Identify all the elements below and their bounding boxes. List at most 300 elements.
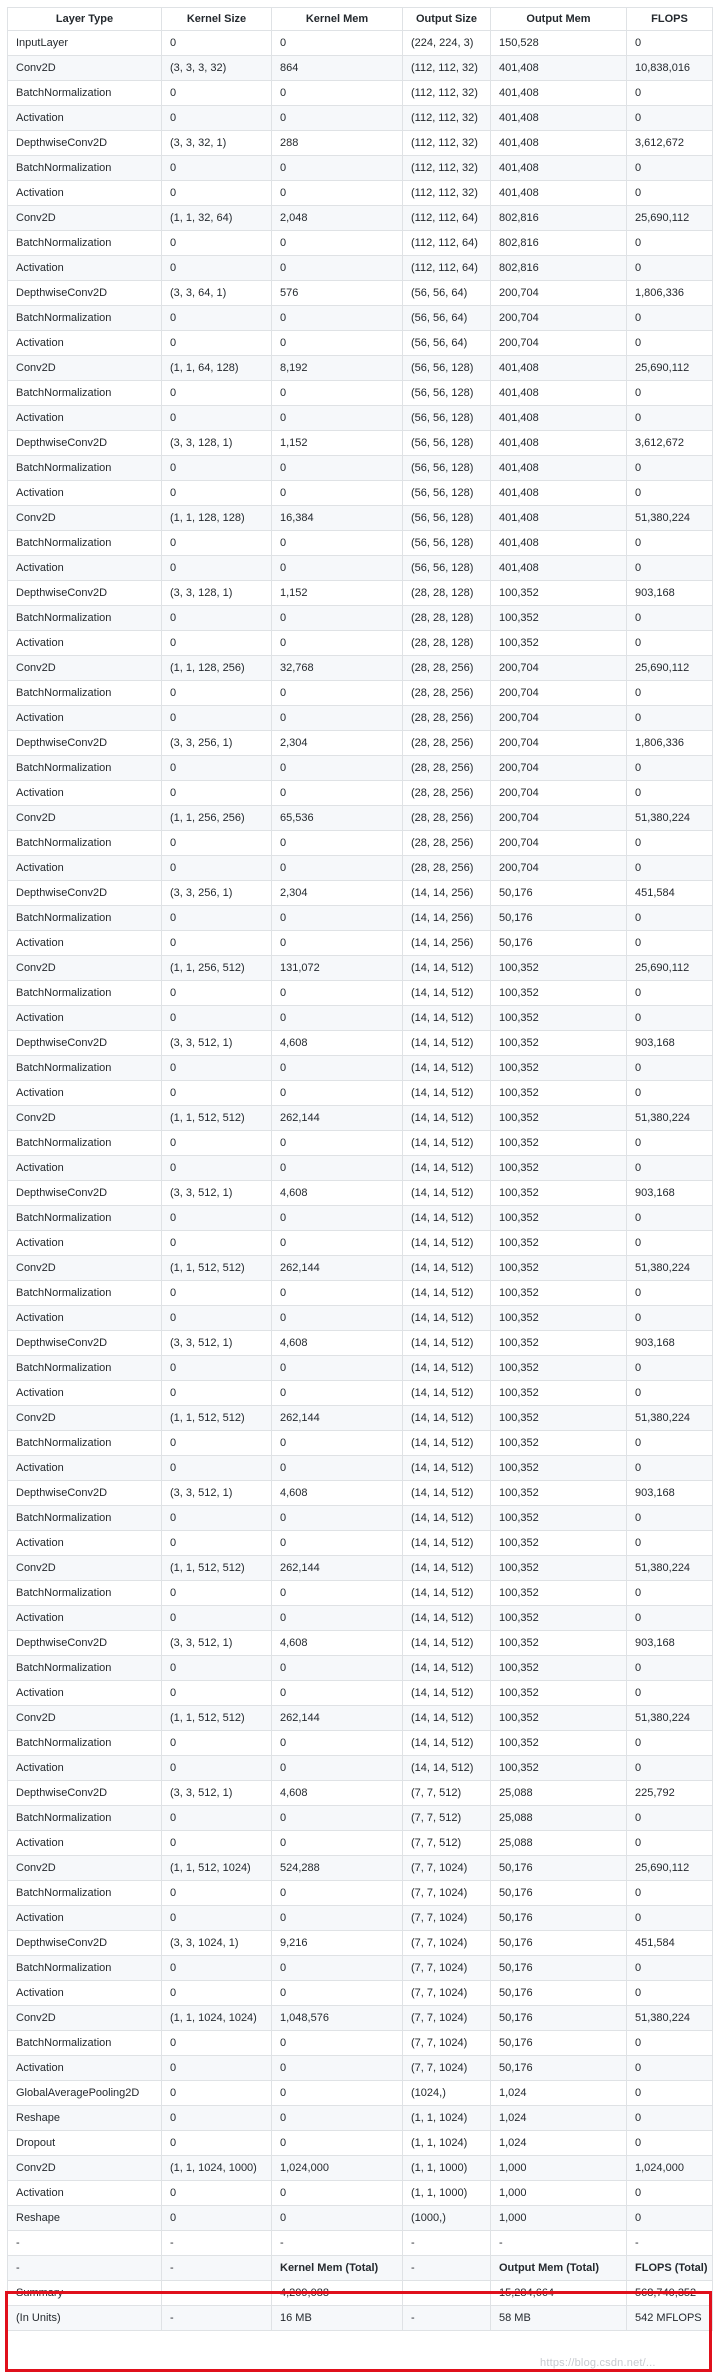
kernel-size-cell: (1, 1, 1024, 1000) <box>162 2156 272 2181</box>
kernel-mem-cell: 0 <box>272 106 403 131</box>
flops-cell: 1,806,336 <box>627 281 713 306</box>
flops-cell: 25,690,112 <box>627 356 713 381</box>
table-row <box>8 1006 713 1031</box>
flops-cell: 0 <box>627 1906 713 1931</box>
flops-cell: 0 <box>627 981 713 1006</box>
table-row <box>8 2106 713 2131</box>
output-size-cell: (7, 7, 1024) <box>403 1931 491 1956</box>
kernel-mem-cell: 0 <box>272 331 403 356</box>
kernel-mem-cell: 8,192 <box>272 356 403 381</box>
output-size-cell: (1, 1, 1024) <box>403 2106 491 2131</box>
flops-cell: 0 <box>627 1081 713 1106</box>
output-mem-cell: 200,704 <box>491 856 627 881</box>
flops-cell: 0 <box>627 1531 713 1556</box>
output-size-cell: (7, 7, 1024) <box>403 2056 491 2081</box>
flops-cell: 903,168 <box>627 1181 713 1206</box>
table-row <box>8 331 713 356</box>
kernel-size-cell: (3, 3, 512, 1) <box>162 1331 272 1356</box>
output-mem-cell: 200,704 <box>491 656 627 681</box>
layer-type-cell: BatchNormalization <box>8 1206 162 1231</box>
output-size-cell: (28, 28, 256) <box>403 656 491 681</box>
flops-cell: 0 <box>627 256 713 281</box>
output-size-cell: (112, 112, 64) <box>403 231 491 256</box>
layer-type-cell: Activation <box>8 256 162 281</box>
output-size-cell: (56, 56, 64) <box>403 306 491 331</box>
output-mem-cell: 100,352 <box>491 1056 627 1081</box>
output-mem-cell: 100,352 <box>491 1181 627 1206</box>
output-size-cell: (28, 28, 256) <box>403 756 491 781</box>
flops-cell: 0 <box>627 1756 713 1781</box>
table-body <box>8 31 713 2331</box>
kernel-mem-cell: 0 <box>272 1306 403 1331</box>
output-mem-cell: 401,408 <box>491 181 627 206</box>
table-row <box>8 1581 713 1606</box>
kernel-size-cell: (1, 1, 512, 1024) <box>162 1856 272 1881</box>
flops-cell: 0 <box>627 1881 713 1906</box>
output-mem-cell: 401,408 <box>491 556 627 581</box>
flops-cell: 0 <box>627 106 713 131</box>
flops-cell: 0 <box>627 406 713 431</box>
output-size-cell: (56, 56, 128) <box>403 531 491 556</box>
kernel-size-cell: 0 <box>162 631 272 656</box>
table-header-row <box>8 8 713 31</box>
table-row <box>8 131 713 156</box>
layer-type-cell: Activation <box>8 1306 162 1331</box>
kernel-size-cell: (3, 3, 3, 32) <box>162 56 272 81</box>
layer-type-cell: Conv2D <box>8 956 162 981</box>
output-size-cell: (28, 28, 256) <box>403 706 491 731</box>
layer-type-cell: Activation <box>8 2056 162 2081</box>
kernel-size-cell: 0 <box>162 1356 272 1381</box>
kernel-mem-cell: 0 <box>272 1531 403 1556</box>
output-size-cell: (14, 14, 512) <box>403 1081 491 1106</box>
flops-cell: 0 <box>627 781 713 806</box>
layer-type-cell: BatchNormalization <box>8 1131 162 1156</box>
layer-stats-table-container <box>7 7 712 2331</box>
output-mem-cell: 100,352 <box>491 1631 627 1656</box>
kernel-size-cell: 0 <box>162 756 272 781</box>
kernel-size-cell: 0 <box>162 2056 272 2081</box>
table-row <box>8 606 713 631</box>
table-row <box>8 206 713 231</box>
kernel-size-cell: 0 <box>162 1156 272 1181</box>
flops-cell: 903,168 <box>627 1331 713 1356</box>
flops-cell: 0 <box>627 931 713 956</box>
table-row <box>8 1381 713 1406</box>
layer-type-cell: Activation <box>8 556 162 581</box>
output-mem-cell: 50,176 <box>491 2056 627 2081</box>
output-mem-cell: 100,352 <box>491 1406 627 1431</box>
layer-type-cell: DepthwiseConv2D <box>8 1031 162 1056</box>
flops-cell: 0 <box>627 1456 713 1481</box>
output-size-cell: (112, 112, 32) <box>403 156 491 181</box>
kernel-size-cell: 0 <box>162 1581 272 1606</box>
kernel-mem-cell: 0 <box>272 906 403 931</box>
layer-type-cell: Activation <box>8 1231 162 1256</box>
table-row <box>8 1056 713 1081</box>
output-mem-cell: 100,352 <box>491 1156 627 1181</box>
kernel-size-cell: 0 <box>162 1081 272 1106</box>
table-row <box>8 731 713 756</box>
kernel-mem-cell: 0 <box>272 2081 403 2106</box>
output-size-cell: (14, 14, 512) <box>403 1406 491 1431</box>
kernel-mem-cell: 0 <box>272 1881 403 1906</box>
flops-cell: 0 <box>627 631 713 656</box>
layer-type-cell: Conv2D <box>8 2156 162 2181</box>
output-mem-cell: 200,704 <box>491 281 627 306</box>
layer-type-cell: Summary <box>8 2281 162 2306</box>
output-size-cell: (56, 56, 128) <box>403 356 491 381</box>
table-row <box>8 281 713 306</box>
flops-cell: 0 <box>627 531 713 556</box>
output-size-cell: (7, 7, 512) <box>403 1806 491 1831</box>
output-mem-cell: 100,352 <box>491 1656 627 1681</box>
kernel-size-cell: (1, 1, 256, 512) <box>162 956 272 981</box>
flops-cell: 0 <box>627 231 713 256</box>
kernel-size-cell: 0 <box>162 1006 272 1031</box>
layer-type-cell: BatchNormalization <box>8 1356 162 1381</box>
kernel-mem-cell: 288 <box>272 131 403 156</box>
table-row <box>8 2181 713 2206</box>
output-size-cell: (28, 28, 256) <box>403 681 491 706</box>
layer-type-cell: BatchNormalization <box>8 906 162 931</box>
table-row <box>8 2231 713 2256</box>
kernel-size-cell: 0 <box>162 106 272 131</box>
kernel-size-cell: 0 <box>162 1956 272 1981</box>
kernel-size-cell: 0 <box>162 2031 272 2056</box>
flops-cell: 0 <box>627 1981 713 2006</box>
output-size-cell: (56, 56, 128) <box>403 406 491 431</box>
flops-cell: 0 <box>627 81 713 106</box>
kernel-mem-cell: 0 <box>272 1281 403 1306</box>
output-size-cell: (14, 14, 256) <box>403 881 491 906</box>
output-size-cell: (28, 28, 256) <box>403 731 491 756</box>
layer-type-cell: BatchNormalization <box>8 606 162 631</box>
output-size-cell: (28, 28, 256) <box>403 781 491 806</box>
layer-type-cell: Activation <box>8 1756 162 1781</box>
table-row <box>8 1481 713 1506</box>
layer-type-cell: BatchNormalization <box>8 231 162 256</box>
flops-cell: 0 <box>627 2106 713 2131</box>
layer-type-cell: Conv2D <box>8 506 162 531</box>
flops-cell: 903,168 <box>627 1481 713 1506</box>
output-mem-cell: 50,176 <box>491 1906 627 1931</box>
output-size-cell: (28, 28, 256) <box>403 856 491 881</box>
kernel-size-cell: (1, 1, 128, 128) <box>162 506 272 531</box>
kernel-mem-cell: 576 <box>272 281 403 306</box>
header-kernel-size: Kernel Size <box>162 8 272 31</box>
table-row <box>8 1781 713 1806</box>
table-row <box>8 1081 713 1106</box>
table-row <box>8 1681 713 1706</box>
kernel-size-cell: 0 <box>162 456 272 481</box>
kernel-size-cell: 0 <box>162 1831 272 1856</box>
output-size-cell: (28, 28, 128) <box>403 606 491 631</box>
table-row <box>8 1531 713 1556</box>
output-mem-cell: 50,176 <box>491 2006 627 2031</box>
output-size-cell: (14, 14, 256) <box>403 931 491 956</box>
layer-type-cell: BatchNormalization <box>8 81 162 106</box>
kernel-mem-cell: 0 <box>272 681 403 706</box>
output-mem-cell: 25,088 <box>491 1831 627 1856</box>
table-row <box>8 31 713 56</box>
flops-cell: 0 <box>627 1606 713 1631</box>
output-size-cell: (1000,) <box>403 2206 491 2231</box>
output-size-cell: (1, 1, 1000) <box>403 2156 491 2181</box>
layer-type-cell: BatchNormalization <box>8 156 162 181</box>
kernel-mem-cell: 262,144 <box>272 1256 403 1281</box>
output-size-cell: (14, 14, 512) <box>403 1606 491 1631</box>
kernel-mem-cell: 16,384 <box>272 506 403 531</box>
kernel-size-cell: - <box>162 2306 272 2331</box>
flops-cell: 0 <box>627 2181 713 2206</box>
table-row <box>8 56 713 81</box>
flops-cell: 0 <box>627 1356 713 1381</box>
table-row <box>8 1881 713 1906</box>
output-size-cell: (112, 112, 32) <box>403 81 491 106</box>
layer-type-cell: Conv2D <box>8 206 162 231</box>
kernel-mem-cell: 0 <box>272 2131 403 2156</box>
table-row <box>8 356 713 381</box>
table-row <box>8 1706 713 1731</box>
output-size-cell: - <box>403 2306 491 2331</box>
output-size-cell: (7, 7, 1024) <box>403 1856 491 1881</box>
flops-cell: 0 <box>627 1656 713 1681</box>
table-row <box>8 2056 713 2081</box>
table-row <box>8 1031 713 1056</box>
layer-type-cell: Activation <box>8 2181 162 2206</box>
table-row <box>8 481 713 506</box>
kernel-size-cell: 0 <box>162 1656 272 1681</box>
layer-type-cell: Activation <box>8 1081 162 1106</box>
output-mem-cell: 401,408 <box>491 356 627 381</box>
table-row <box>8 1606 713 1631</box>
flops-cell: 0 <box>627 1681 713 1706</box>
output-size-cell: (14, 14, 512) <box>403 1356 491 1381</box>
output-mem-cell: 50,176 <box>491 1856 627 1881</box>
output-mem-cell: 100,352 <box>491 631 627 656</box>
output-size-cell: (112, 112, 32) <box>403 106 491 131</box>
kernel-mem-cell: 0 <box>272 2031 403 2056</box>
table-row <box>8 431 713 456</box>
table-row <box>8 1756 713 1781</box>
output-size-cell: (7, 7, 1024) <box>403 1906 491 1931</box>
layer-type-cell: Dropout <box>8 2131 162 2156</box>
output-size-cell: (1, 1, 1024) <box>403 2131 491 2156</box>
layer-type-cell: DepthwiseConv2D <box>8 1931 162 1956</box>
output-mem-cell: 50,176 <box>491 2031 627 2056</box>
output-mem-cell: 100,352 <box>491 1356 627 1381</box>
flops-cell: 1,806,336 <box>627 731 713 756</box>
layer-type-cell: BatchNormalization <box>8 1656 162 1681</box>
output-size-cell: (224, 224, 3) <box>403 31 491 56</box>
output-mem-cell: 401,408 <box>491 81 627 106</box>
flops-cell: 51,380,224 <box>627 1706 713 1731</box>
layer-type-cell: BatchNormalization <box>8 456 162 481</box>
kernel-size-cell: 0 <box>162 831 272 856</box>
kernel-mem-cell: 0 <box>272 781 403 806</box>
layer-type-cell: Activation <box>8 931 162 956</box>
table-row <box>8 631 713 656</box>
flops-cell: 51,380,224 <box>627 806 713 831</box>
output-size-cell: (14, 14, 512) <box>403 1206 491 1231</box>
table-row <box>8 1406 713 1431</box>
flops-cell: 3,612,672 <box>627 131 713 156</box>
output-mem-cell: 1,000 <box>491 2156 627 2181</box>
flops-cell: 0 <box>627 1006 713 1031</box>
layer-type-cell: DepthwiseConv2D <box>8 581 162 606</box>
table-row <box>8 1231 713 1256</box>
output-size-cell: (14, 14, 512) <box>403 1006 491 1031</box>
kernel-size-cell: - <box>162 2231 272 2256</box>
kernel-size-cell: 0 <box>162 1206 272 1231</box>
flops-cell: 25,690,112 <box>627 656 713 681</box>
kernel-size-cell: (3, 3, 256, 1) <box>162 881 272 906</box>
kernel-mem-cell: 4,608 <box>272 1181 403 1206</box>
output-mem-cell: 200,704 <box>491 806 627 831</box>
flops-cell: 3,612,672 <box>627 431 713 456</box>
kernel-mem-cell: 0 <box>272 1756 403 1781</box>
kernel-mem-cell: 0 <box>272 1581 403 1606</box>
layer-type-cell: Reshape <box>8 2206 162 2231</box>
table-row <box>8 1206 713 1231</box>
summary-row <box>8 2256 713 2281</box>
output-size-cell: (28, 28, 128) <box>403 581 491 606</box>
kernel-size-cell: 0 <box>162 181 272 206</box>
kernel-size-cell: 0 <box>162 2181 272 2206</box>
flops-cell: 0 <box>627 2056 713 2081</box>
output-size-cell: (14, 14, 512) <box>403 1106 491 1131</box>
output-size-cell: (14, 14, 512) <box>403 1581 491 1606</box>
output-mem-cell: Output Mem (Total) <box>491 2256 627 2281</box>
layer-type-cell: Activation <box>8 406 162 431</box>
layer-type-cell: Conv2D <box>8 1706 162 1731</box>
kernel-mem-cell: 0 <box>272 1956 403 1981</box>
flops-cell: 0 <box>627 1506 713 1531</box>
kernel-size-cell: (3, 3, 512, 1) <box>162 1031 272 1056</box>
output-mem-cell: 50,176 <box>491 1931 627 1956</box>
output-size-cell: (1024,) <box>403 2081 491 2106</box>
kernel-size-cell: 0 <box>162 31 272 56</box>
kernel-size-cell: 0 <box>162 306 272 331</box>
kernel-mem-cell: 0 <box>272 531 403 556</box>
output-mem-cell: 100,352 <box>491 1231 627 1256</box>
kernel-size-cell: 0 <box>162 606 272 631</box>
output-mem-cell: 100,352 <box>491 1031 627 1056</box>
layer-type-cell: GlobalAveragePooling2D <box>8 2081 162 2106</box>
kernel-mem-cell: 0 <box>272 1806 403 1831</box>
layer-type-cell: BatchNormalization <box>8 1956 162 1981</box>
kernel-mem-cell: 0 <box>272 81 403 106</box>
header-layer-type: Layer Type <box>8 8 162 31</box>
output-size-cell: (28, 28, 128) <box>403 631 491 656</box>
output-size-cell: (14, 14, 512) <box>403 1631 491 1656</box>
layer-type-cell: BatchNormalization <box>8 681 162 706</box>
kernel-size-cell: 0 <box>162 781 272 806</box>
output-size-cell: (7, 7, 1024) <box>403 2006 491 2031</box>
kernel-mem-cell: 524,288 <box>272 1856 403 1881</box>
output-size-cell: (14, 14, 512) <box>403 1731 491 1756</box>
layer-type-cell: Conv2D <box>8 1256 162 1281</box>
kernel-mem-cell: 0 <box>272 1606 403 1631</box>
kernel-mem-cell: 32,768 <box>272 656 403 681</box>
table-row <box>8 881 713 906</box>
output-mem-cell: 100,352 <box>491 956 627 981</box>
output-size-cell: (14, 14, 512) <box>403 1506 491 1531</box>
layer-type-cell: BatchNormalization <box>8 1581 162 1606</box>
kernel-size-cell: 0 <box>162 2131 272 2156</box>
table-row <box>8 1506 713 1531</box>
output-mem-cell: 200,704 <box>491 706 627 731</box>
flops-cell: 51,380,224 <box>627 506 713 531</box>
flops-cell: 0 <box>627 906 713 931</box>
table-row <box>8 1956 713 1981</box>
output-size-cell: (112, 112, 32) <box>403 56 491 81</box>
layer-type-cell: Activation <box>8 1981 162 2006</box>
output-size-cell: (112, 112, 32) <box>403 181 491 206</box>
kernel-size-cell: 0 <box>162 556 272 581</box>
table-row <box>8 981 713 1006</box>
flops-cell: 0 <box>627 1831 713 1856</box>
table-row <box>8 1431 713 1456</box>
layer-type-cell: BatchNormalization <box>8 2031 162 2056</box>
output-mem-cell: 50,176 <box>491 1956 627 1981</box>
output-mem-cell: - <box>491 2231 627 2256</box>
flops-cell: 0 <box>627 856 713 881</box>
layer-type-cell: DepthwiseConv2D <box>8 1781 162 1806</box>
output-mem-cell: 25,088 <box>491 1806 627 1831</box>
output-mem-cell: 200,704 <box>491 831 627 856</box>
layer-type-cell: BatchNormalization <box>8 1881 162 1906</box>
output-mem-cell: 150,528 <box>491 31 627 56</box>
kernel-mem-cell: 864 <box>272 56 403 81</box>
output-size-cell: (112, 112, 64) <box>403 256 491 281</box>
output-mem-cell: 100,352 <box>491 981 627 1006</box>
output-size-cell: (14, 14, 512) <box>403 1031 491 1056</box>
output-mem-cell: 401,408 <box>491 406 627 431</box>
flops-cell: 0 <box>627 2206 713 2231</box>
table-row <box>8 956 713 981</box>
flops-cell: FLOPS (Total) <box>627 2256 713 2281</box>
layer-type-cell: DepthwiseConv2D <box>8 881 162 906</box>
table-row <box>8 1856 713 1881</box>
kernel-mem-cell: 0 <box>272 1081 403 1106</box>
kernel-mem-cell: 0 <box>272 981 403 1006</box>
output-mem-cell: 100,352 <box>491 1756 627 1781</box>
kernel-mem-cell: 0 <box>272 1056 403 1081</box>
kernel-mem-cell: 1,024,000 <box>272 2156 403 2181</box>
flops-cell: 0 <box>627 306 713 331</box>
kernel-mem-cell: 262,144 <box>272 1706 403 1731</box>
output-mem-cell: 100,352 <box>491 1581 627 1606</box>
table-row <box>8 381 713 406</box>
flops-cell: 0 <box>627 156 713 181</box>
output-size-cell: (14, 14, 512) <box>403 1756 491 1781</box>
layer-type-cell: BatchNormalization <box>8 831 162 856</box>
kernel-mem-cell: 1,152 <box>272 581 403 606</box>
kernel-size-cell: 0 <box>162 1981 272 2006</box>
kernel-mem-cell: 1,048,576 <box>272 2006 403 2031</box>
layer-type-cell: Activation <box>8 1381 162 1406</box>
layer-type-cell: BatchNormalization <box>8 1281 162 1306</box>
layer-type-cell: Conv2D <box>8 1556 162 1581</box>
layer-type-cell: BatchNormalization <box>8 756 162 781</box>
output-mem-cell: 1,024 <box>491 2131 627 2156</box>
kernel-mem-cell: 0 <box>272 381 403 406</box>
output-mem-cell: 100,352 <box>491 1331 627 1356</box>
flops-cell: 0 <box>627 756 713 781</box>
output-mem-cell: 401,408 <box>491 506 627 531</box>
